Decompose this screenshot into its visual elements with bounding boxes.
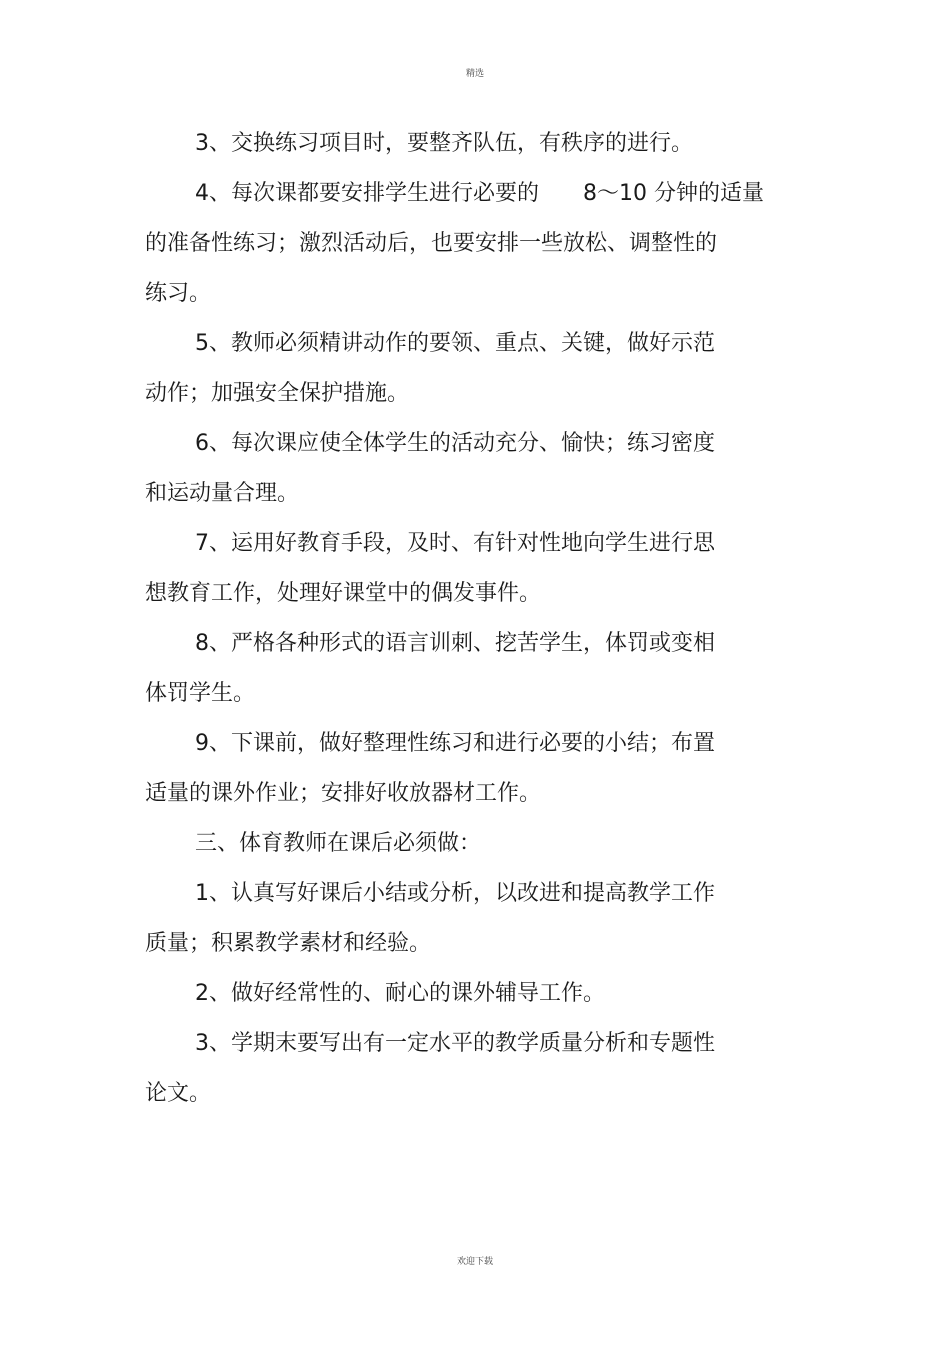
text-line: 体罚学生。: [145, 681, 256, 706]
text-line: 7、运用好教育手段，及时、有针对性地向学生进行思: [195, 531, 715, 556]
header-mark: 精选: [465, 69, 484, 79]
text-line: 论文。: [145, 1081, 212, 1106]
text-line: 9、下课前，做好整理性练习和进行必要的小结；布置: [195, 731, 715, 756]
document-body: [145, 124, 805, 1124]
text-line: 质量；积累教学素材和经验。: [145, 931, 432, 956]
text-line: 2、做好经常性的、耐心的课外辅导工作。: [195, 981, 605, 1006]
section-heading: 三、体育教师在课后必须做：: [195, 831, 482, 856]
text-line: 练习。: [145, 281, 212, 306]
text-line: 的准备性练习；激烈活动后，也要安排一些放松、调整性的: [145, 231, 718, 256]
text-line: 5、教师必须精讲动作的要领、重点、关键，做好示范: [195, 331, 715, 356]
text-line: 和运动量合理。: [145, 481, 300, 506]
text-line: 想教育工作，处理好课堂中的偶发事件。: [145, 581, 542, 606]
text-line: 3、学期末要写出有一定水平的教学质量分析和专题性: [195, 1031, 715, 1056]
text-line: 6、每次课应使全体学生的活动充分、愉快；练习密度: [195, 431, 715, 456]
footer-mark: 欢迎下载: [456, 1257, 493, 1267]
text-line: 动作；加强安全保护措施。: [145, 381, 410, 406]
text-line: 3、交换练习项目时，要整齐队伍，有秩序的进行。: [195, 131, 693, 156]
text-line: 4、每次课都要安排学生进行必要的 8～10 分钟的适量: [195, 181, 764, 206]
text-line: 1、认真写好课后小结或分析，以改进和提高教学工作: [195, 881, 715, 906]
text-line: 8、严格各种形式的语言训刺、挖苦学生，体罚或变相: [195, 631, 715, 656]
text-line: 适量的课外作业；安排好收放器材工作。: [145, 781, 542, 806]
